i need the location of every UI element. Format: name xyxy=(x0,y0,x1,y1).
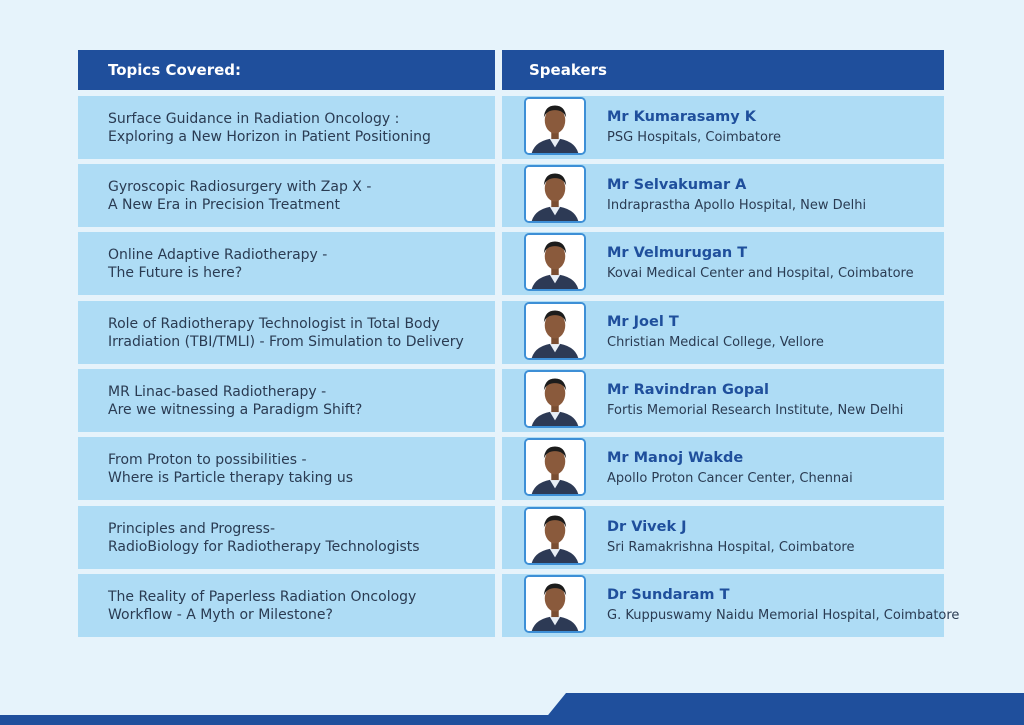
speaker-cell xyxy=(502,96,944,159)
speaker-name: Mr Ravindran Gopal xyxy=(607,382,770,398)
speaker-affiliation: G. Kuppuswamy Naidu Memorial Hospital, Coimbatore xyxy=(607,608,960,623)
topic-line-1: From Proton to possibilities - xyxy=(108,451,307,468)
speaker-photo xyxy=(524,165,586,223)
speaker-affiliation: Fortis Memorial Research Institute, New Delhi xyxy=(607,403,904,418)
speaker-affiliation: Apollo Proton Cancer Center, Chennai xyxy=(607,471,853,486)
speakers-header: Speakers xyxy=(502,50,944,90)
speaker-affiliation: Christian Medical College, Vellore xyxy=(607,335,824,350)
speaker-cell xyxy=(502,232,944,295)
speaker-cell xyxy=(502,506,944,569)
speaker-name: Dr Vivek J xyxy=(607,519,687,535)
topic-cell xyxy=(78,437,495,500)
footer-band xyxy=(0,715,1024,725)
speaker-affiliation: PSG Hospitals, Coimbatore xyxy=(607,130,782,145)
speaker-name: Mr Selvakumar A xyxy=(607,177,747,193)
speaker-name: Mr Manoj Wakde xyxy=(607,450,744,466)
session-row xyxy=(78,369,944,432)
session-row xyxy=(78,232,944,295)
topic-line-1: Gyroscopic Radiosurgery with Zap X - xyxy=(108,178,372,195)
speaker-cell xyxy=(502,574,960,637)
topic-line-1: Principles and Progress- xyxy=(108,520,276,537)
speaker-photo xyxy=(524,507,586,565)
topic-cell xyxy=(78,369,495,432)
topic-cell xyxy=(78,232,495,295)
session-row xyxy=(78,506,944,569)
speaker-name: Mr Kumarasamy K xyxy=(607,109,757,125)
speaker-photo xyxy=(524,97,586,155)
speaker-photo xyxy=(524,233,586,291)
topics-header: Topics Covered: xyxy=(78,50,495,90)
topic-line-2: Irradiation (TBI/TMLI) - From Simulation to Delivery xyxy=(108,333,464,350)
topic-line-1: Role of Radiotherapy Technologist in Total Body xyxy=(108,315,440,332)
speaker-affiliation: Indraprastha Apollo Hospital, New Delhi xyxy=(607,198,867,213)
topic-cell xyxy=(78,574,495,637)
topic-line-1: Surface Guidance in Radiation Oncology : xyxy=(108,110,400,127)
speaker-photo xyxy=(524,302,586,360)
topic-line-2: A New Era in Precision Treatment xyxy=(108,196,341,213)
topic-line-1: The Reality of Paperless Radiation Oncology xyxy=(108,588,417,605)
topic-line-1: MR Linac-based Radiotherapy - xyxy=(108,383,327,400)
session-row xyxy=(78,164,944,227)
speaker-photo xyxy=(524,370,586,428)
topic-line-1: Online Adaptive Radiotherapy - xyxy=(108,246,328,263)
topic-line-2: Exploring a New Horizon in Patient Positioning xyxy=(108,128,431,145)
speaker-photo xyxy=(524,438,586,496)
topic-line-2: The Future is here? xyxy=(108,264,243,281)
speaker-cell xyxy=(502,301,944,364)
topic-cell xyxy=(78,164,495,227)
speaker-name: Dr Sundaram T xyxy=(607,587,730,603)
speaker-name: Mr Velmurugan T xyxy=(607,245,748,261)
topic-line-2: RadioBiology for Radiotherapy Technologists xyxy=(108,538,420,555)
speaker-cell xyxy=(502,164,944,227)
session-row xyxy=(78,574,960,637)
session-row xyxy=(78,437,944,500)
speaker-cell xyxy=(502,369,944,432)
topic-line-2: Where is Particle therapy taking us xyxy=(108,469,354,486)
session-row xyxy=(78,301,944,364)
topic-cell xyxy=(78,96,495,159)
speaker-cell xyxy=(502,437,944,500)
session-row xyxy=(78,96,944,159)
topic-cell xyxy=(78,506,495,569)
speaker-name: Mr Joel T xyxy=(607,314,679,330)
speaker-affiliation: Sri Ramakrishna Hospital, Coimbatore xyxy=(607,540,855,555)
topic-line-2: Workflow - A Myth or Milestone? xyxy=(108,606,333,623)
speaker-photo xyxy=(524,575,586,633)
topic-line-2: Are we witnessing a Paradigm Shift? xyxy=(108,401,363,418)
speaker-affiliation: Kovai Medical Center and Hospital, Coimbatore xyxy=(607,266,914,281)
topic-cell xyxy=(78,301,495,364)
